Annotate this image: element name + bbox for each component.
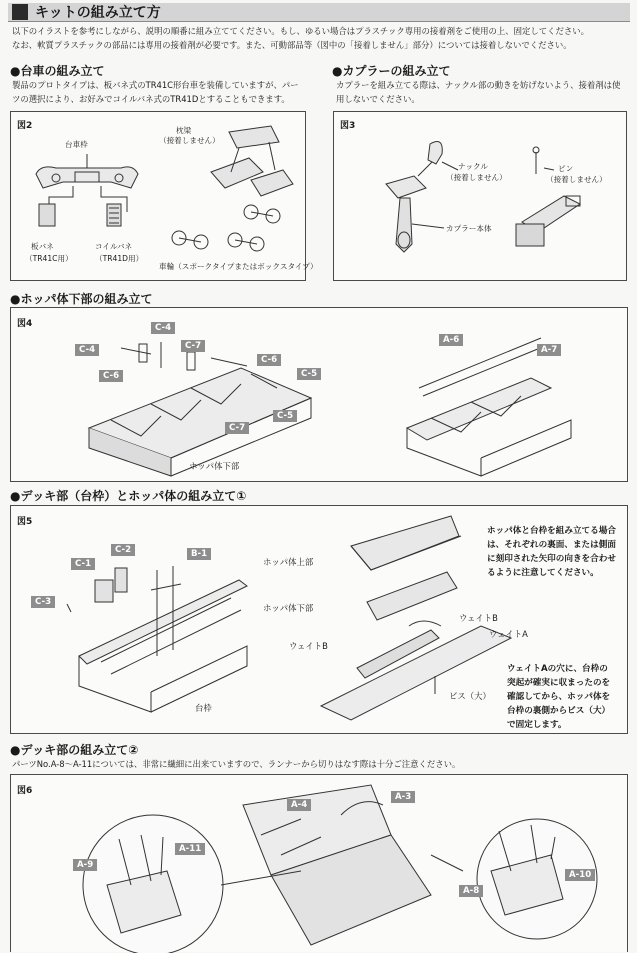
label-screw: ビス（大） (449, 691, 491, 701)
deck2-illustration (11, 775, 629, 953)
note-line: は、それぞれの裏面、または側面 (487, 540, 616, 550)
label-coil-note: （TR41D用） (95, 254, 144, 263)
label-wheels: 車輪（スポークタイプまたはボックスタイプ） (159, 262, 318, 271)
assembly-note (487, 524, 627, 580)
label-knuckle: ナックル (458, 162, 488, 171)
coupler-text-line: 用しないでください。 (336, 94, 420, 104)
part-tag-c7: C-7 (225, 422, 249, 434)
part-tag-c4: C-4 (151, 322, 175, 334)
note-line: ホッパ体と台枠を組み立てる場合 (487, 526, 616, 536)
part-tag-a7: A-7 (537, 344, 561, 356)
note-line: に刻印された矢印の向きを合わせ (487, 554, 616, 564)
label-pin-note: （接着しません） (546, 175, 607, 184)
part-tag-c3: C-3 (31, 596, 55, 608)
note-line: 突起が確実に収まったのを (507, 678, 611, 688)
note-line: るように注意してください。 (487, 568, 599, 578)
label-knuckle-note: （接着しません） (446, 173, 507, 182)
figure-4-box (10, 307, 628, 482)
part-tag-c5: C-5 (273, 410, 297, 422)
label-coil-spring: コイルバネ (95, 242, 133, 251)
note-line: 台枠の裏側からビス（大） (507, 706, 611, 716)
part-tag-c6: C-6 (257, 354, 281, 366)
intro-line: なお、軟質プラスチックの部品には専用の接着剤が必要です。また、可動部品等（図中の「接着しません」部分）については接着しないでください。 (12, 40, 572, 50)
figure-label: 図3 (340, 121, 356, 131)
figure-3-box (333, 111, 627, 281)
deck1-section-title: ●デッキ部（台枠）とホッパ体の組み立て① (10, 489, 247, 503)
label-bogie-frame: 台車枠 (65, 140, 88, 149)
coupler-section-title: ●カプラーの組み立て (332, 64, 451, 78)
figure-label: 図5 (17, 517, 33, 527)
part-tag-a10: A-10 (565, 869, 595, 881)
figure-label: 図6 (17, 786, 33, 796)
deck2-text: パーツNo.A-8～A-11については、非常に繊細に出来ていますので、ランナーから切りはなす際は十分ご注意ください。 (12, 759, 461, 769)
label-weight-b: ウェイトB (459, 613, 498, 623)
label-bolster: 枕梁 (176, 126, 192, 135)
intro-line: 以下のイラストを参考にしながら、説明の順番に組み立ててください。もし、ゆるい場合はプラスチック専用の接着剤をご使用の上、固定してください。 (12, 26, 589, 36)
figure-5-box (10, 505, 628, 734)
part-tag-c7: C-7 (181, 340, 205, 352)
bogie-text-line: ツの選択により、お好みでコイルバネ式のTR41Dとすることもできます。 (12, 94, 290, 104)
label-leaf-note: （TR41C用） (25, 254, 73, 263)
label-weight-a: ウェイトA (489, 629, 528, 639)
label-leaf-spring: 板バネ (31, 242, 54, 251)
coupler-illustration (334, 112, 628, 282)
bogie-text (12, 78, 332, 106)
label-weight-b: ウェイトB (289, 641, 328, 651)
figure-6-box (10, 774, 628, 952)
part-tag-a3: A-3 (391, 791, 415, 803)
part-tag-a8: A-8 (459, 885, 483, 897)
figure-label: 図4 (17, 319, 33, 329)
figure-2-box (10, 111, 318, 281)
bogie-text-line: 製品のプロトタイプは、板バネ式のTR41C形台車を装備していますが、パー (12, 80, 299, 90)
note-line: 確認してから、ホッパ体を (507, 692, 611, 702)
hopper-lower-section-title: ●ホッパ体下部の組み立て (10, 292, 153, 306)
label-hopper-upper: ホッパ体上部 (263, 557, 314, 567)
part-tag-a11: A-11 (175, 843, 205, 855)
coupler-text-line: カプラーを組み立てる際は、ナックル部の動きを妨げないよう、接着剤は使 (336, 80, 621, 90)
part-tag-a6: A-6 (439, 334, 463, 346)
part-tag-c4: C-4 (75, 344, 99, 356)
label-pin: ピン (558, 164, 574, 173)
label-coupler-body: カプラー本体 (446, 224, 492, 233)
coupler-text (336, 78, 632, 106)
label-bolster-note: （接着しません） (159, 136, 220, 145)
hopper-lower-illustration (11, 308, 629, 483)
part-tag-c5: C-5 (297, 368, 321, 380)
figure-label: 図2 (17, 121, 33, 131)
part-tag-c6: C-6 (99, 370, 123, 382)
label-hopper-lower: ホッパ体下部 (189, 461, 240, 471)
note-line: で固定します。 (507, 720, 567, 730)
page-title: キットの組み立て方 (35, 5, 161, 21)
part-tag-a4: A-4 (287, 799, 311, 811)
deck2-section-title: ●デッキ部の組み立て② (10, 743, 139, 757)
label-hopper-lower: ホッパ体下部 (263, 603, 314, 613)
intro-text (12, 24, 632, 52)
label-frame: 台枠 (195, 703, 212, 713)
weight-note (507, 662, 627, 732)
part-tag-a9: A-9 (73, 859, 97, 871)
part-tag-c1: C-1 (71, 558, 95, 570)
bogie-section-title: ●台車の組み立て (10, 64, 105, 78)
part-tag-c2: C-2 (111, 544, 135, 556)
part-tag-b1: B-1 (187, 548, 211, 560)
note-line: ウェイトAの穴に、台枠の (507, 664, 608, 674)
header-marker (12, 4, 28, 20)
